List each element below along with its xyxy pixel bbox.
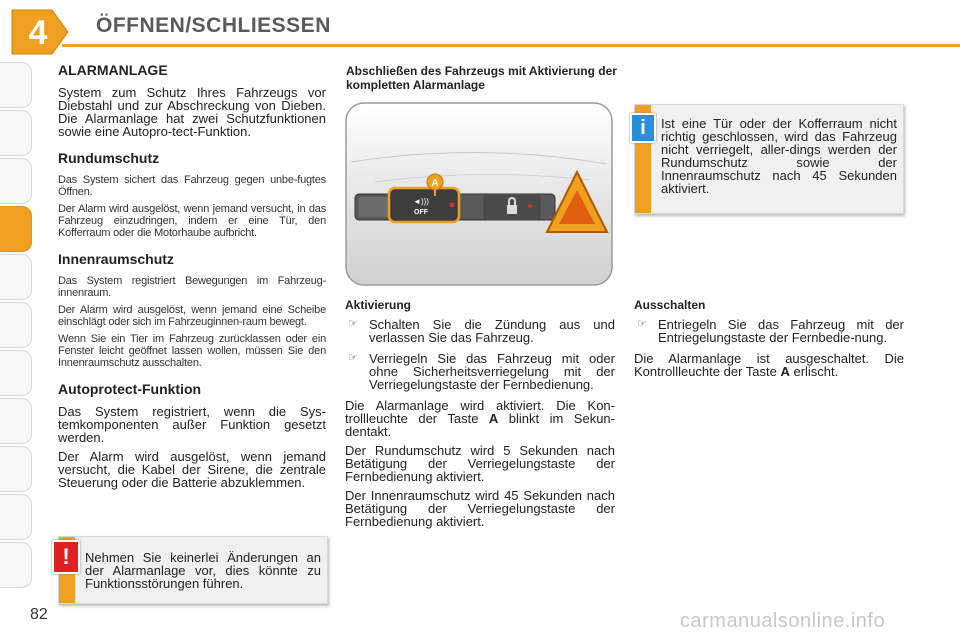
list-item: ☞ Verriegeln Sie das Fahrzeug mit oder ohne Sicherheitsverriegelung mit der Verriegelungstaste der Fernbedienung. [348, 351, 615, 392]
autoprotect-paragraph-1: Das System registriert, wenn die Sys-temkomponenten außer Funktion gesetzt werden. [58, 404, 326, 445]
side-tab-10[interactable] [0, 494, 32, 540]
side-tab-2[interactable] [0, 110, 32, 156]
alarm-button-illustration [345, 102, 613, 286]
pointing-hand-icon: ☞ [348, 318, 358, 330]
interior-paragraph-2: Der Alarm wird ausgelöst, wenn jemand eine Scheibe einschlägt oder sich im Fahrzeuginnen-raum bewegt. [58, 304, 326, 328]
alarm-heading: ALARMANLAGE [58, 62, 168, 78]
header-divider [62, 44, 960, 47]
warning-exclamation-icon: ! [52, 540, 80, 574]
page-title: ÖFFNEN/SCHLIESSEN [96, 14, 331, 37]
key-a-reference: A [488, 411, 499, 426]
side-tab-9[interactable] [0, 446, 32, 492]
deactivation-paragraph: Die Alarmanlage ist ausgeschaltet. Die Kontrollleuchte der Taste A erlischt. [634, 351, 904, 379]
key-a-reference: A [780, 364, 790, 379]
chapter-number-badge [8, 4, 72, 60]
info-note [634, 104, 904, 214]
perimeter-heading: Rundumschutz [58, 150, 160, 166]
activation-paragraph-1: Die Alarmanlage wird aktiviert. Die Kon-trollleuchte der Taste A blinkt im Sekun-dentakt. [345, 398, 615, 439]
center-heading: Abschließen des Fahrzeugs mit Aktivierung der kompletten Alarmanlage [346, 64, 617, 92]
warning-note [58, 536, 328, 604]
side-tab-6[interactable] [0, 302, 32, 348]
alarm-intro: System zum Schutz Ihres Fahrzeugs vor Diebstahl und zur Abschreckung von Dieben. Die Alarmanlage hat zwei Schutzfunktionen sowie eine Autopro-tect-Funktion. [58, 85, 326, 139]
perimeter-paragraph-1: Das System sichert das Fahrzeug gegen unbe-fugtes Öffnen. [58, 174, 326, 198]
left-column [58, 62, 326, 489]
center-column [345, 298, 615, 528]
side-tab-8[interactable] [0, 398, 32, 444]
deactivation-list [634, 318, 904, 344]
info-note-text: Ist eine Tür oder der Kofferraum nicht richtig geschlossen, wird das Fahrzeug nicht verriegelt, aller-dings werden der Rundumschutz sowie der Innenraumschutz nach 45 Sekunden aktiviert. [661, 116, 897, 196]
info-icon: i [630, 113, 656, 143]
side-tab-3[interactable] [0, 158, 32, 204]
side-tab-11[interactable] [0, 542, 32, 588]
list-item: ☞ Entriegeln Sie das Fahrzeug mit der Entriegelungstaste der Fernbedie-nung. [637, 317, 904, 345]
activation-paragraph-2: Der Rundumschutz wird 5 Sekunden nach Betätigung der Verriegelungstaste der Fernbedienung aktiviert. [345, 443, 615, 484]
indicator-led [450, 203, 455, 208]
activation-paragraph-3: Der Innenraumschutz wird 45 Sekunden nach Betätigung der Verriegelungstaste der Fernbedienung aktiviert. [345, 488, 615, 529]
activation-list [345, 318, 615, 391]
speaker-symbol-text: ◄))) [413, 197, 429, 206]
pointing-hand-icon: ☞ [348, 352, 358, 364]
off-label: OFF [414, 209, 428, 216]
watermark: carmanualsonline.info [680, 610, 886, 632]
side-tab-5[interactable] [0, 254, 32, 300]
list-item: ☞ Schalten Sie die Zündung aus und verlassen Sie das Fahrzeug. [348, 317, 615, 345]
activation-heading: Aktivierung [345, 298, 412, 312]
interior-heading: Innenraumschutz [58, 251, 174, 267]
page-number: 82 [30, 606, 48, 623]
interior-paragraph-1: Das System registriert Bewegungen im Fahrzeug-innenraum. [58, 275, 326, 299]
label-a: A [431, 178, 439, 189]
interior-paragraph-3: Wenn Sie ein Tier im Fahrzeug zurücklassen oder ein Fenster leicht geöffnet lassen wollen, müssen Sie den Innenraumschutz ausschalten. [58, 333, 326, 369]
pointing-hand-icon: ☞ [637, 318, 647, 330]
warning-note-text: Nehmen Sie keinerlei Änderungen an der Alarmanlage vor, dies könnte zu Funktionsstörungen führen. [85, 550, 321, 591]
side-tab-1[interactable] [0, 62, 32, 108]
autoprotect-paragraph-2: Der Alarm wird ausgelöst, wenn jemand versucht, die Kabel der Sirene, die zentrale Steuerung oder die Batterie abzuklemmen. [58, 449, 326, 490]
chapter-number: 4 [28, 14, 48, 52]
autoprotect-heading: Autoprotect-Funktion [58, 381, 202, 397]
perimeter-paragraph-2: Der Alarm wird ausgelöst, wenn jemand versucht, in das Fahrzeug einzudringen, indem er eine Tür, den Kofferraum oder die Motorhaube aufbricht. [58, 203, 326, 239]
deactivation-heading: Ausschalten [634, 298, 706, 312]
side-tab-7[interactable] [0, 350, 32, 396]
side-tab-4-active[interactable] [0, 206, 32, 252]
right-column [634, 298, 904, 378]
